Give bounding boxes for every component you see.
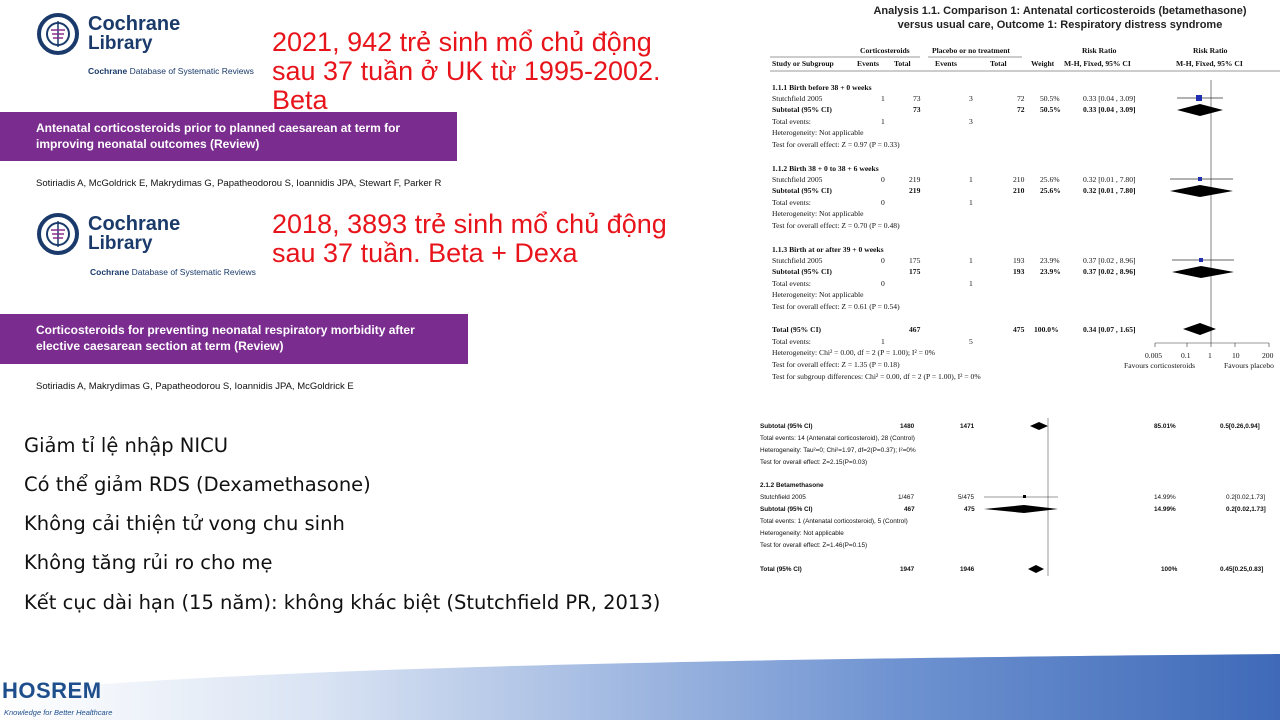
subtotal-diamond [984, 505, 1058, 513]
sub1-e2: 3 [969, 94, 973, 103]
sub3-test: Test for overall effect: Z = 0.61 (P = 0.54) [772, 302, 900, 311]
sub1-w: 50.5% [1040, 94, 1060, 103]
sub1-te: Total events: [772, 117, 811, 126]
subgroup-1-name: 1.1.1 Birth before 38 + 0 weeks [772, 83, 872, 92]
fp2-total-w: 100% [1161, 566, 1178, 573]
forest1-title-line2: versus usual care, Outcome 1: Respiratory distress syndrome [897, 19, 1223, 31]
fp2-st1-n2: 1471 [960, 423, 975, 430]
sub3-t2: 193 [1013, 256, 1025, 265]
review1-authors: Sotiriadis A, McGoldrick E, Makrydimas G, Papatheodorou S, Ioannidis JPA, Stewart F, Parker R [36, 178, 442, 189]
sub2-rr: 0.32 [0.01 , 7.80] [1083, 175, 1136, 184]
bullet-item: Giảm tỉ lệ nhập NICU [24, 434, 229, 457]
subtotal-diamond [1172, 266, 1234, 278]
sub3-srr: 0.37 [0.02 , 8.96] [1083, 267, 1136, 276]
sub1-test: Test for overall effect: Z = 0.97 (P = 0.33) [772, 140, 900, 149]
review2-note-line2: sau 37 tuần. Beta + Dexa [272, 238, 578, 268]
fp2-total: Total (95% CI) [760, 566, 802, 573]
hdr-risk-ratio-2: Risk Ratio [1193, 46, 1228, 55]
sub2-study: Stutchfield 2005 [772, 175, 823, 184]
fp2-st2-test: Test for overall effect: Z=1.46(P=0.15) [760, 542, 868, 549]
review1-note-line3: Beta [272, 85, 328, 115]
total-diamond [1028, 565, 1044, 573]
hdr-placebo: Placebo or no treatment [932, 46, 1010, 55]
total-rr: 0.34 [0.07 , 1.65] [1083, 325, 1136, 334]
subtotal-diamond [1030, 422, 1048, 430]
sub1-t2: 72 [1017, 94, 1025, 103]
fp2-total-rr: 0.45[0.25,0.83] [1220, 566, 1264, 573]
cochrane-logo-icon [36, 212, 80, 256]
hdr-study: Study or Subgroup [772, 59, 834, 68]
study-marker [1199, 258, 1203, 262]
sub3-te2: 1 [969, 279, 973, 288]
review1-title-bar [0, 112, 457, 161]
sub3-sw: 23.9% [1040, 267, 1061, 276]
sub3-w: 23.9% [1040, 256, 1060, 265]
bullet-item: Không tăng rủi ro cho mẹ [24, 551, 273, 574]
subgroup-3-name: 1.1.3 Birth at or after 39 + 0 weeks [772, 245, 884, 254]
sub1-study: Stutchfield 2005 [772, 94, 823, 103]
sub1-st1: 73 [913, 105, 921, 114]
cochrane-logo-icon [36, 12, 80, 56]
hdr-method-1: M-H, Fixed, 95% CI [1064, 59, 1131, 68]
db-rest: Database of Systematic Reviews [129, 267, 256, 277]
study-marker [1198, 177, 1202, 181]
fp2-st2-rr: 0.2[0.02,1.73] [1226, 506, 1266, 513]
review2-authors: Sotiriadis A, Makrydimas G, Papatheodorou S, Ioannidis JPA, McGoldrick E [36, 381, 354, 392]
fp2-study-n2: 5/475 [958, 494, 974, 501]
sub1-het: Heterogeneity: Not applicable [772, 128, 864, 137]
sub2-te: Total events: [772, 198, 811, 207]
review1-note [272, 28, 661, 115]
axis-tick: 1 [1208, 351, 1212, 360]
sub3-te1: 0 [881, 279, 885, 288]
fp2-st1-test: Test for overall effect: Z=2.15(P=0.03) [760, 459, 868, 466]
hdr-method-2: M-H, Fixed, 95% CI [1176, 59, 1243, 68]
bullet-item: Không cải thiện tử vong chu sinh [24, 512, 345, 535]
fp2-st2-w: 14.99% [1154, 506, 1176, 513]
review1-title-line2: improving neonatal outcomes (Review) [36, 137, 260, 151]
review1-note-line2: sau 37 tuần ở UK từ 1995-2002. [272, 56, 661, 86]
sub2-e2: 1 [969, 175, 973, 184]
sub2-te1: 0 [881, 198, 885, 207]
axis-tick: 200 [1262, 351, 1274, 360]
fp2-st2-het: Heterogeneity: Not applicable [760, 530, 844, 537]
bullet-item: Có thể giảm RDS (Dexamethasone) [24, 473, 371, 496]
total-label: Total (95% CI) [772, 325, 822, 334]
total-t1: 467 [909, 325, 921, 334]
sub3-te: Total events: [772, 279, 811, 288]
sub2-het: Heterogeneity: Not applicable [772, 209, 864, 218]
sub3-e1: 0 [881, 256, 885, 265]
fp2-st2-n1: 467 [904, 506, 915, 513]
sub2-st2: 210 [1013, 186, 1025, 195]
forest1-title-line1: Analysis 1.1. Comparison 1: Antenatal corticosteroids (betamethasone) [873, 5, 1247, 17]
forest2-graphic [756, 418, 1280, 580]
db-rest: Database of Systematic Reviews [127, 66, 254, 76]
sub3-rr: 0.37 [0.02 , 8.96] [1083, 256, 1136, 265]
fp2-st1-rr: 0.5[0.26,0.94] [1220, 423, 1260, 430]
fp2-st1-het: Heterogeneity: Tau²=0; Chi²=1.97, df=2(P=0.37); I²=0% [760, 447, 916, 454]
sub1-srr: 0.33 [0.04 , 3.09] [1083, 105, 1136, 114]
favours-left: Favours corticosteroids [1124, 361, 1196, 370]
axis-tick: 0.005 [1145, 351, 1163, 360]
sub1-subtotal: Subtotal (95% CI) [772, 105, 832, 114]
db-brand: Cochrane [90, 267, 130, 277]
logo-library-text: Library [88, 33, 153, 54]
sub2-test: Test for overall effect: Z = 0.70 (P = 0.48) [772, 221, 900, 230]
fp2-st2-n2: 475 [964, 506, 975, 513]
forest-plot-1 [760, 40, 1280, 385]
review2-note [272, 210, 667, 268]
forest1-title [840, 4, 1280, 32]
sub3-study: Stutchfield 2005 [772, 256, 823, 265]
fp2-study: Stutchfield 2005 [760, 494, 806, 501]
fp2-st1-w: 85.01% [1154, 423, 1176, 430]
sub2-w: 25.6% [1040, 175, 1060, 184]
sub2-t2: 210 [1013, 175, 1025, 184]
subgroup-2-name: 1.1.2 Birth 38 + 0 to 38 + 6 weeks [772, 164, 879, 173]
sub2-sw: 25.6% [1040, 186, 1061, 195]
hosrem-tagline: Knowledge for Better Healthcare [4, 708, 113, 717]
total-test: Test for overall effect: Z = 1.35 (P = 0.18) [772, 360, 900, 369]
sub1-te2: 3 [969, 117, 973, 126]
logo-cochrane-text: Cochrane [88, 13, 181, 35]
sub3-e2: 1 [969, 256, 973, 265]
cochrane-logo [36, 12, 180, 56]
sub1-rr: 0.33 [0.04 , 3.09] [1083, 94, 1136, 103]
total-w: 100.0% [1034, 325, 1059, 334]
review2-note-line1: 2018, 3893 trẻ sinh mổ chủ động [272, 209, 667, 239]
sub3-het: Heterogeneity: Not applicable [772, 290, 864, 299]
hdr-total-2: Total [990, 59, 1007, 68]
fp2-st2: Subtotal (95% CI) [760, 506, 813, 513]
study-marker [1196, 95, 1202, 101]
forest-plot-2 [756, 418, 1280, 580]
hdr-events-1: Events [857, 59, 879, 68]
bullet-item: Kết cục dài hạn (15 năm): không khác biệt (Stutchfield PR, 2013) [24, 591, 661, 614]
sub3-subtotal: Subtotal (95% CI) [772, 267, 832, 276]
axis-tick: 10 [1232, 351, 1240, 360]
subtotal-diamond [1177, 104, 1223, 116]
fp2-st1-n1: 1480 [900, 423, 915, 430]
sub1-t1: 73 [913, 94, 921, 103]
total-te1: 1 [881, 337, 885, 346]
total-subgroup-test: Test for subgroup differences: Chi² = 0.00, df = 2 (P = 1.00), I² = 0% [772, 372, 981, 381]
review2-title-line1: Corticosteroids for preventing neonatal respiratory morbidity after [36, 323, 415, 337]
footer-band [0, 652, 1280, 720]
fp2-study-n1: 1/467 [898, 494, 914, 501]
sub1-e1: 1 [881, 94, 885, 103]
database-line [88, 66, 254, 76]
fp2-st2-te: Total events: 1 (Antenatal corticosteroid), 5 (Control) [760, 518, 908, 525]
sub2-st1: 219 [909, 186, 921, 195]
hosrem-logo: HOSREM [2, 678, 102, 703]
sub1-sw: 50.5% [1040, 105, 1061, 114]
hdr-corticosteroids: Corticosteroids [860, 46, 910, 55]
db-brand: Cochrane [88, 66, 128, 76]
sub3-st1: 175 [909, 267, 921, 276]
fp2-total-n2: 1946 [960, 566, 975, 573]
hdr-total-1: Total [894, 59, 911, 68]
hdr-events-2: Events [935, 59, 957, 68]
database-line [90, 267, 256, 277]
hdr-risk-ratio-1: Risk Ratio [1082, 46, 1117, 55]
total-diamond [1183, 323, 1216, 335]
total-te: Total events: [772, 337, 811, 346]
fp2-st1-te: Total events: 14 (Antenatal corticosteroid), 28 (Control) [760, 435, 915, 442]
fp2-total-n1: 1947 [900, 566, 915, 573]
total-het: Heterogeneity: Chi² = 0.00, df = 2 (P = 1.00); I² = 0% [772, 348, 935, 357]
favours-right: Favours placebo [1224, 361, 1274, 370]
review1-title-line1: Antenatal corticosteroids prior to planned caesarean at term for [36, 121, 401, 135]
fp2-study-rr: 0.2[0.02,1.73] [1226, 494, 1266, 501]
review2-title-line2: elective caesarean section at term (Review) [36, 339, 284, 353]
study-marker [1023, 495, 1026, 498]
total-te2: 5 [969, 337, 973, 346]
total-t2: 475 [1013, 325, 1025, 334]
axis-tick: 0.1 [1181, 351, 1191, 360]
sub2-e1: 0 [881, 175, 885, 184]
subtotal-diamond [1170, 185, 1233, 197]
sub2-subtotal: Subtotal (95% CI) [772, 186, 832, 195]
logo-cochrane-text: Cochrane [88, 213, 181, 235]
logo-library-text: Library [88, 233, 153, 254]
sub2-t1: 219 [909, 175, 921, 184]
fp2-subgroup-name: 2.1.2 Betamethasone [760, 482, 824, 489]
sub2-te2: 1 [969, 198, 973, 207]
hdr-weight: Weight [1031, 59, 1055, 68]
sub1-te1: 1 [881, 117, 885, 126]
sub3-t1: 175 [909, 256, 921, 265]
review2-title-bar [0, 314, 468, 364]
sub3-st2: 193 [1013, 267, 1025, 276]
fp2-st1: Subtotal (95% CI) [760, 423, 813, 430]
review1-note-line1: 2021, 942 trẻ sinh mổ chủ động [272, 27, 652, 57]
cochrane-logo [36, 212, 180, 256]
sub2-srr: 0.32 [0.01 , 7.80] [1083, 186, 1136, 195]
sub1-st2: 72 [1017, 105, 1025, 114]
fp2-study-w: 14.99% [1154, 494, 1176, 501]
